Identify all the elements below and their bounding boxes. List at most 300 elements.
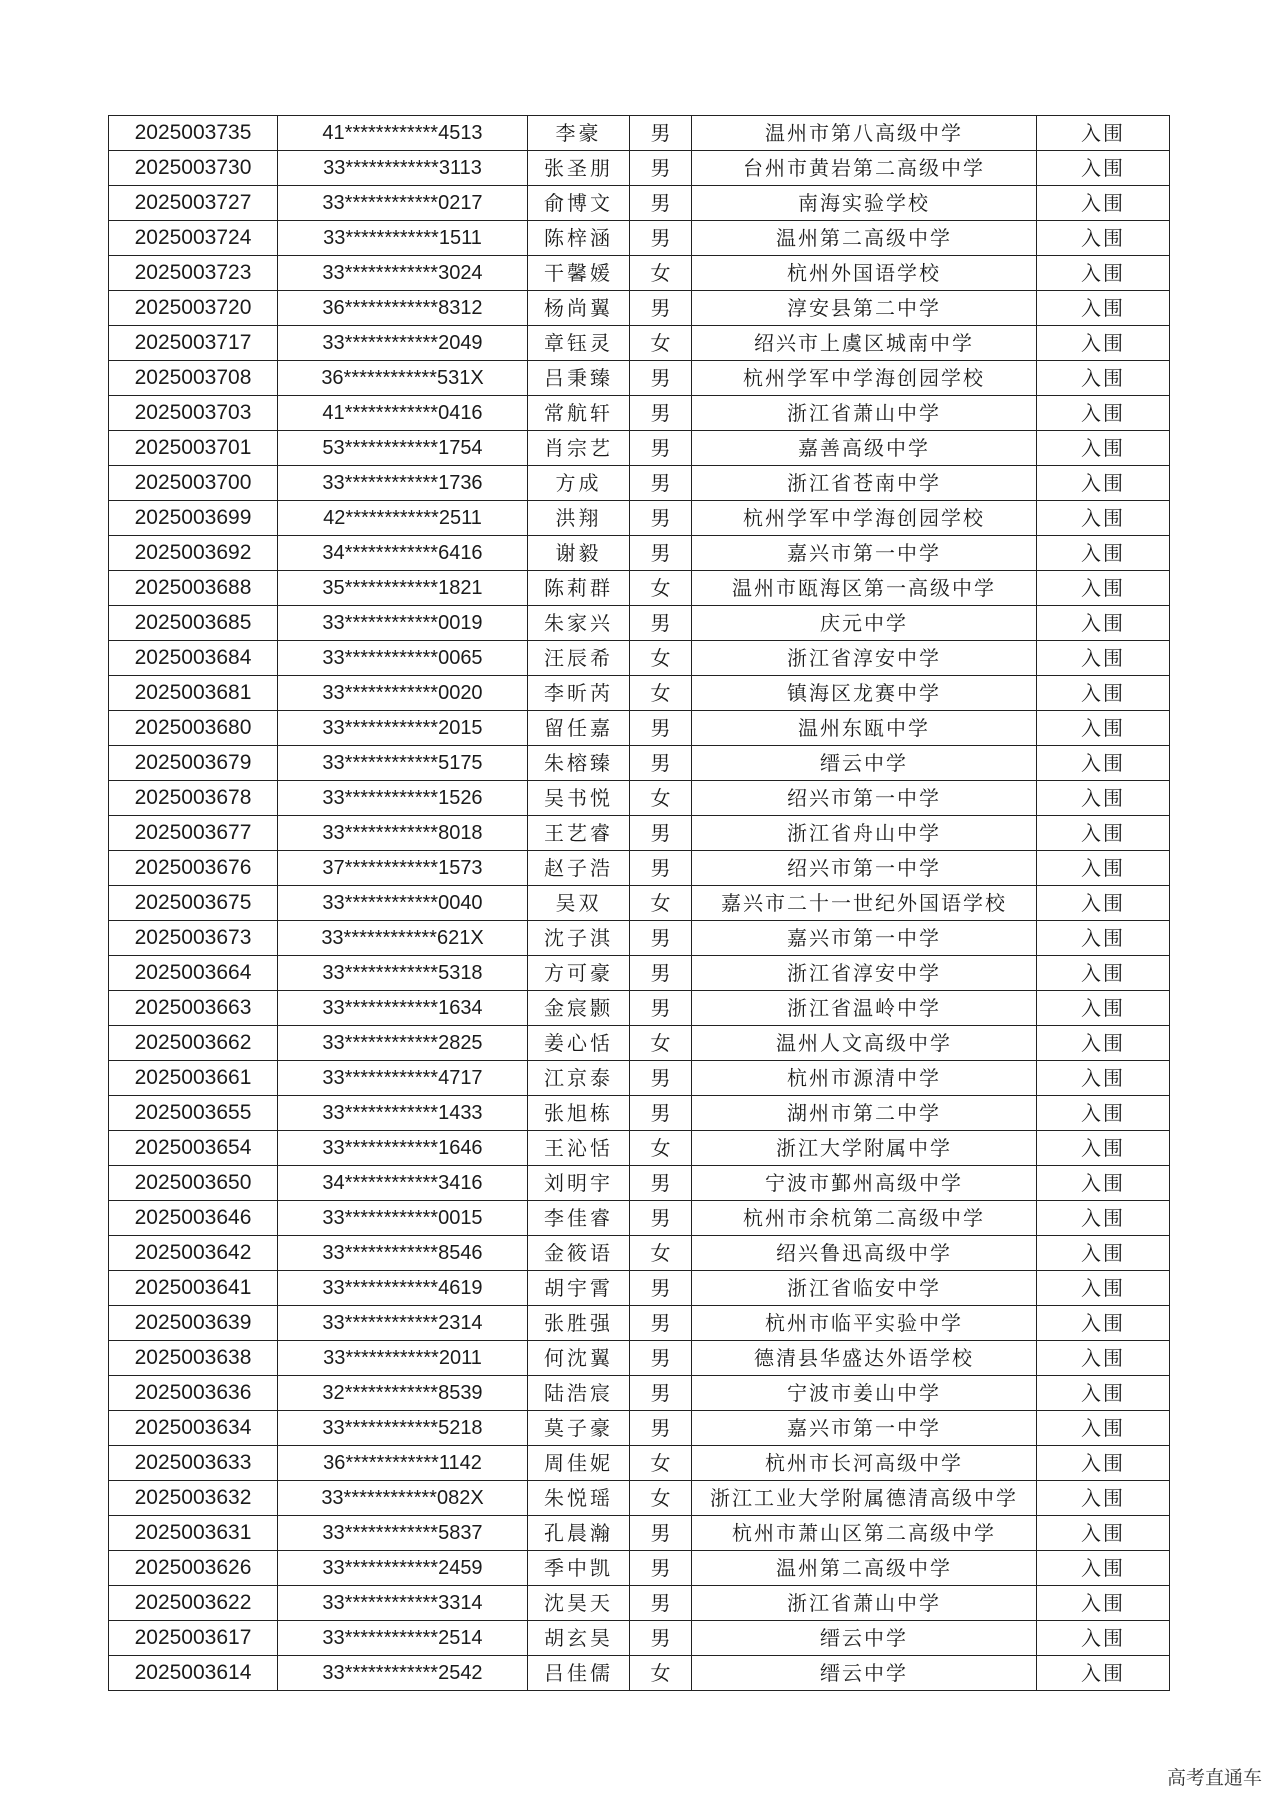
- status-cell: 入围: [1037, 116, 1170, 151]
- school-cell: 温州第二高级中学: [692, 1551, 1037, 1586]
- name-cell: 周佳妮: [528, 1446, 630, 1481]
- school-cell: 浙江省萧山中学: [692, 1586, 1037, 1621]
- table-row: [109, 1341, 1170, 1376]
- status-cell: 入围: [1037, 1131, 1170, 1166]
- id-number-cell: 33************1433: [278, 1096, 528, 1131]
- table-row: [109, 1586, 1170, 1621]
- applicant-number-cell: 2025003663: [109, 991, 278, 1026]
- table-row: [109, 431, 1170, 466]
- roster-body: [109, 116, 1170, 1691]
- school-cell: 缙云中学: [692, 1621, 1037, 1656]
- name-cell: 朱榕臻: [528, 746, 630, 781]
- status-cell: 入围: [1037, 816, 1170, 851]
- table-row: [109, 1516, 1170, 1551]
- status-cell: 入围: [1037, 851, 1170, 886]
- status-cell: 入围: [1037, 1586, 1170, 1621]
- id-number-cell: 33************2459: [278, 1551, 528, 1586]
- name-cell: 李昕芮: [528, 676, 630, 711]
- status-cell: 入围: [1037, 571, 1170, 606]
- school-cell: 杭州市源清中学: [692, 1061, 1037, 1096]
- gender-cell: 男: [630, 361, 692, 396]
- name-cell: 吴双: [528, 886, 630, 921]
- status-cell: 入围: [1037, 1201, 1170, 1236]
- applicant-number-cell: 2025003646: [109, 1201, 278, 1236]
- name-cell: 胡宇霄: [528, 1271, 630, 1306]
- id-number-cell: 33************1511: [278, 221, 528, 256]
- applicant-number-cell: 2025003717: [109, 326, 278, 361]
- status-cell: 入围: [1037, 221, 1170, 256]
- status-cell: 入围: [1037, 431, 1170, 466]
- table-row: [109, 536, 1170, 571]
- school-cell: 温州人文高级中学: [692, 1026, 1037, 1061]
- table-row: [109, 816, 1170, 851]
- school-cell: 嘉兴市第一中学: [692, 921, 1037, 956]
- applicant-number-cell: 2025003677: [109, 816, 278, 851]
- name-cell: 沈昊天: [528, 1586, 630, 1621]
- table-row: [109, 1061, 1170, 1096]
- gender-cell: 男: [630, 1376, 692, 1411]
- school-cell: 缙云中学: [692, 746, 1037, 781]
- gender-cell: 男: [630, 1341, 692, 1376]
- status-cell: 入围: [1037, 1516, 1170, 1551]
- applicant-number-cell: 2025003676: [109, 851, 278, 886]
- table-row: [109, 571, 1170, 606]
- table-row: [109, 1481, 1170, 1516]
- id-number-cell: 33************3024: [278, 256, 528, 291]
- gender-cell: 男: [630, 606, 692, 641]
- applicant-number-cell: 2025003701: [109, 431, 278, 466]
- gender-cell: 男: [630, 396, 692, 431]
- table-row: [109, 1411, 1170, 1446]
- status-cell: 入围: [1037, 1656, 1170, 1691]
- status-cell: 入围: [1037, 186, 1170, 221]
- status-cell: 入围: [1037, 921, 1170, 956]
- status-cell: 入围: [1037, 1341, 1170, 1376]
- school-cell: 浙江大学附属中学: [692, 1131, 1037, 1166]
- school-cell: 嘉兴市第一中学: [692, 1411, 1037, 1446]
- name-cell: 吴书悦: [528, 781, 630, 816]
- table-row: [109, 1551, 1170, 1586]
- applicant-number-cell: 2025003679: [109, 746, 278, 781]
- gender-cell: 男: [630, 1306, 692, 1341]
- school-cell: 淳安县第二中学: [692, 291, 1037, 326]
- table-row: [109, 1306, 1170, 1341]
- id-number-cell: 33************621X: [278, 921, 528, 956]
- name-cell: 刘明宇: [528, 1166, 630, 1201]
- school-cell: 温州市瓯海区第一高级中学: [692, 571, 1037, 606]
- school-cell: 杭州市余杭第二高级中学: [692, 1201, 1037, 1236]
- table-row: [109, 1096, 1170, 1131]
- applicant-number-cell: 2025003661: [109, 1061, 278, 1096]
- gender-cell: 女: [630, 1236, 692, 1271]
- applicant-number-cell: 2025003636: [109, 1376, 278, 1411]
- gender-cell: 男: [630, 1096, 692, 1131]
- applicant-number-cell: 2025003708: [109, 361, 278, 396]
- school-cell: 绍兴鲁迅高级中学: [692, 1236, 1037, 1271]
- applicant-number-cell: 2025003639: [109, 1306, 278, 1341]
- gender-cell: 男: [630, 956, 692, 991]
- gender-cell: 男: [630, 151, 692, 186]
- applicant-number-cell: 2025003617: [109, 1621, 278, 1656]
- gender-cell: 男: [630, 921, 692, 956]
- id-number-cell: 33************5175: [278, 746, 528, 781]
- id-number-cell: 37************1573: [278, 851, 528, 886]
- gender-cell: 女: [630, 1656, 692, 1691]
- name-cell: 沈子淇: [528, 921, 630, 956]
- school-cell: 湖州市第二中学: [692, 1096, 1037, 1131]
- id-number-cell: 33************8018: [278, 816, 528, 851]
- name-cell: 张胜强: [528, 1306, 630, 1341]
- school-cell: 杭州市萧山区第二高级中学: [692, 1516, 1037, 1551]
- gender-cell: 男: [630, 1586, 692, 1621]
- applicant-number-cell: 2025003614: [109, 1656, 278, 1691]
- gender-cell: 男: [630, 116, 692, 151]
- name-cell: 干馨媛: [528, 256, 630, 291]
- gender-cell: 男: [630, 221, 692, 256]
- applicant-number-cell: 2025003692: [109, 536, 278, 571]
- status-cell: 入围: [1037, 1166, 1170, 1201]
- id-number-cell: 36************1142: [278, 1446, 528, 1481]
- status-cell: 入围: [1037, 536, 1170, 571]
- school-cell: 绍兴市第一中学: [692, 781, 1037, 816]
- applicant-number-cell: 2025003675: [109, 886, 278, 921]
- table-row: [109, 921, 1170, 956]
- name-cell: 谢毅: [528, 536, 630, 571]
- name-cell: 陈莉群: [528, 571, 630, 606]
- id-number-cell: 33************4619: [278, 1271, 528, 1306]
- school-cell: 浙江省淳安中学: [692, 641, 1037, 676]
- table-row: [109, 1656, 1170, 1691]
- applicant-number-cell: 2025003723: [109, 256, 278, 291]
- gender-cell: 男: [630, 1201, 692, 1236]
- gender-cell: 女: [630, 781, 692, 816]
- gender-cell: 男: [630, 431, 692, 466]
- table-row: [109, 1446, 1170, 1481]
- table-row: [109, 256, 1170, 291]
- gender-cell: 男: [630, 1166, 692, 1201]
- applicant-number-cell: 2025003664: [109, 956, 278, 991]
- status-cell: 入围: [1037, 1376, 1170, 1411]
- school-cell: 镇海区龙赛中学: [692, 676, 1037, 711]
- id-number-cell: 33************0065: [278, 641, 528, 676]
- name-cell: 汪辰希: [528, 641, 630, 676]
- id-number-cell: 33************1736: [278, 466, 528, 501]
- name-cell: 方成: [528, 466, 630, 501]
- status-cell: 入围: [1037, 1236, 1170, 1271]
- id-number-cell: 33************2514: [278, 1621, 528, 1656]
- id-number-cell: 33************5218: [278, 1411, 528, 1446]
- status-cell: 入围: [1037, 326, 1170, 361]
- gender-cell: 男: [630, 1271, 692, 1306]
- name-cell: 方可豪: [528, 956, 630, 991]
- name-cell: 杨尚翼: [528, 291, 630, 326]
- school-cell: 浙江工业大学附属德清高级中学: [692, 1481, 1037, 1516]
- applicant-number-cell: 2025003650: [109, 1166, 278, 1201]
- name-cell: 陆浩宸: [528, 1376, 630, 1411]
- name-cell: 朱家兴: [528, 606, 630, 641]
- gender-cell: 男: [630, 186, 692, 221]
- id-number-cell: 41************0416: [278, 396, 528, 431]
- name-cell: 朱悦瑶: [528, 1481, 630, 1516]
- name-cell: 金筱语: [528, 1236, 630, 1271]
- status-cell: 入围: [1037, 1551, 1170, 1586]
- school-cell: 台州市黄岩第二高级中学: [692, 151, 1037, 186]
- applicant-number-cell: 2025003626: [109, 1551, 278, 1586]
- table-row: [109, 641, 1170, 676]
- applicant-number-cell: 2025003641: [109, 1271, 278, 1306]
- school-cell: 温州第二高级中学: [692, 221, 1037, 256]
- school-cell: 浙江省淳安中学: [692, 956, 1037, 991]
- table-row: [109, 186, 1170, 221]
- school-cell: 庆元中学: [692, 606, 1037, 641]
- name-cell: 王沁恬: [528, 1131, 630, 1166]
- status-cell: 入围: [1037, 1096, 1170, 1131]
- name-cell: 陈梓涵: [528, 221, 630, 256]
- name-cell: 留任嘉: [528, 711, 630, 746]
- table-row: [109, 1201, 1170, 1236]
- status-cell: 入围: [1037, 396, 1170, 431]
- gender-cell: 男: [630, 711, 692, 746]
- name-cell: 孔晨瀚: [528, 1516, 630, 1551]
- school-cell: 温州东瓯中学: [692, 711, 1037, 746]
- table-row: [109, 151, 1170, 186]
- table-row: [109, 1131, 1170, 1166]
- applicant-number-cell: 2025003634: [109, 1411, 278, 1446]
- id-number-cell: 33************1646: [278, 1131, 528, 1166]
- school-cell: 杭州市长河高级中学: [692, 1446, 1037, 1481]
- school-cell: 嘉兴市二十一世纪外国语学校: [692, 886, 1037, 921]
- applicant-number-cell: 2025003735: [109, 116, 278, 151]
- gender-cell: 女: [630, 1131, 692, 1166]
- id-number-cell: 36************8312: [278, 291, 528, 326]
- table-row: [109, 1376, 1170, 1411]
- table-row: [109, 1236, 1170, 1271]
- status-cell: 入围: [1037, 956, 1170, 991]
- id-number-cell: 33************0020: [278, 676, 528, 711]
- applicant-number-cell: 2025003730: [109, 151, 278, 186]
- table-row: [109, 221, 1170, 256]
- gender-cell: 女: [630, 326, 692, 361]
- status-cell: 入围: [1037, 501, 1170, 536]
- status-cell: 入围: [1037, 711, 1170, 746]
- table-row: [109, 676, 1170, 711]
- applicant-number-cell: 2025003699: [109, 501, 278, 536]
- applicant-number-cell: 2025003720: [109, 291, 278, 326]
- school-cell: 宁波市姜山中学: [692, 1376, 1037, 1411]
- gender-cell: 女: [630, 1446, 692, 1481]
- table-row: [109, 396, 1170, 431]
- table-row: [109, 956, 1170, 991]
- school-cell: 绍兴市上虞区城南中学: [692, 326, 1037, 361]
- gender-cell: 女: [630, 1481, 692, 1516]
- gender-cell: 男: [630, 1411, 692, 1446]
- id-number-cell: 36************531X: [278, 361, 528, 396]
- watermark-text: 高考直通车: [1166, 1767, 1262, 1789]
- school-cell: 杭州外国语学校: [692, 256, 1037, 291]
- id-number-cell: 33************0019: [278, 606, 528, 641]
- status-cell: 入围: [1037, 781, 1170, 816]
- table-row: [109, 991, 1170, 1026]
- gender-cell: 男: [630, 501, 692, 536]
- status-cell: 入围: [1037, 466, 1170, 501]
- applicant-number-cell: 2025003684: [109, 641, 278, 676]
- table-row: [109, 1621, 1170, 1656]
- id-number-cell: 34************3416: [278, 1166, 528, 1201]
- name-cell: 姜心恬: [528, 1026, 630, 1061]
- name-cell: 江京泰: [528, 1061, 630, 1096]
- applicant-number-cell: 2025003685: [109, 606, 278, 641]
- id-number-cell: 33************1526: [278, 781, 528, 816]
- gender-cell: 男: [630, 1516, 692, 1551]
- id-number-cell: 33************5318: [278, 956, 528, 991]
- id-number-cell: 53************1754: [278, 431, 528, 466]
- school-cell: 缙云中学: [692, 1656, 1037, 1691]
- applicant-number-cell: 2025003703: [109, 396, 278, 431]
- roster-table: [108, 115, 1170, 1691]
- table-row: [109, 501, 1170, 536]
- gender-cell: 女: [630, 1026, 692, 1061]
- status-cell: 入围: [1037, 886, 1170, 921]
- school-cell: 浙江省临安中学: [692, 1271, 1037, 1306]
- applicant-number-cell: 2025003700: [109, 466, 278, 501]
- school-cell: 浙江省舟山中学: [692, 816, 1037, 851]
- status-cell: 入围: [1037, 991, 1170, 1026]
- status-cell: 入围: [1037, 256, 1170, 291]
- id-number-cell: 33************082X: [278, 1481, 528, 1516]
- school-cell: 南海实验学校: [692, 186, 1037, 221]
- status-cell: 入围: [1037, 606, 1170, 641]
- school-cell: 杭州学军中学海创园学校: [692, 501, 1037, 536]
- applicant-number-cell: 2025003724: [109, 221, 278, 256]
- id-number-cell: 33************2015: [278, 711, 528, 746]
- name-cell: 张圣朋: [528, 151, 630, 186]
- applicant-number-cell: 2025003678: [109, 781, 278, 816]
- gender-cell: 男: [630, 466, 692, 501]
- applicant-number-cell: 2025003638: [109, 1341, 278, 1376]
- id-number-cell: 42************2511: [278, 501, 528, 536]
- school-cell: 浙江省萧山中学: [692, 396, 1037, 431]
- gender-cell: 男: [630, 991, 692, 1026]
- id-number-cell: 33************2542: [278, 1656, 528, 1691]
- name-cell: 常航轩: [528, 396, 630, 431]
- school-cell: 温州市第八高级中学: [692, 116, 1037, 151]
- name-cell: 吕秉臻: [528, 361, 630, 396]
- name-cell: 何沈翼: [528, 1341, 630, 1376]
- name-cell: 王艺睿: [528, 816, 630, 851]
- status-cell: 入围: [1037, 641, 1170, 676]
- status-cell: 入围: [1037, 676, 1170, 711]
- id-number-cell: 33************8546: [278, 1236, 528, 1271]
- applicant-number-cell: 2025003673: [109, 921, 278, 956]
- status-cell: 入围: [1037, 1621, 1170, 1656]
- name-cell: 洪翔: [528, 501, 630, 536]
- applicant-number-cell: 2025003662: [109, 1026, 278, 1061]
- id-number-cell: 33************0015: [278, 1201, 528, 1236]
- status-cell: 入围: [1037, 291, 1170, 326]
- applicant-number-cell: 2025003631: [109, 1516, 278, 1551]
- name-cell: 章钰灵: [528, 326, 630, 361]
- gender-cell: 男: [630, 746, 692, 781]
- name-cell: 季中凯: [528, 1551, 630, 1586]
- school-cell: 宁波市鄞州高级中学: [692, 1166, 1037, 1201]
- applicant-number-cell: 2025003622: [109, 1586, 278, 1621]
- id-number-cell: 33************0040: [278, 886, 528, 921]
- applicant-number-cell: 2025003632: [109, 1481, 278, 1516]
- status-cell: 入围: [1037, 151, 1170, 186]
- name-cell: 胡玄昊: [528, 1621, 630, 1656]
- table-row: [109, 466, 1170, 501]
- school-cell: 杭州市临平实验中学: [692, 1306, 1037, 1341]
- applicant-number-cell: 2025003642: [109, 1236, 278, 1271]
- id-number-cell: 33************2825: [278, 1026, 528, 1061]
- table-row: [109, 886, 1170, 921]
- id-number-cell: 41************4513: [278, 116, 528, 151]
- applicant-number-cell: 2025003727: [109, 186, 278, 221]
- applicant-number-cell: 2025003680: [109, 711, 278, 746]
- school-cell: 德清县华盛达外语学校: [692, 1341, 1037, 1376]
- status-cell: 入围: [1037, 361, 1170, 396]
- name-cell: 肖宗艺: [528, 431, 630, 466]
- id-number-cell: 32************8539: [278, 1376, 528, 1411]
- id-number-cell: 33************4717: [278, 1061, 528, 1096]
- table-row: [109, 291, 1170, 326]
- school-cell: 浙江省温岭中学: [692, 991, 1037, 1026]
- table-row: [109, 781, 1170, 816]
- status-cell: 入围: [1037, 1481, 1170, 1516]
- id-number-cell: 33************2049: [278, 326, 528, 361]
- table-row: [109, 1166, 1170, 1201]
- status-cell: 入围: [1037, 1446, 1170, 1481]
- school-cell: 绍兴市第一中学: [692, 851, 1037, 886]
- gender-cell: 女: [630, 886, 692, 921]
- table-row: [109, 1026, 1170, 1061]
- gender-cell: 男: [630, 1061, 692, 1096]
- school-cell: 嘉善高级中学: [692, 431, 1037, 466]
- id-number-cell: 33************0217: [278, 186, 528, 221]
- school-cell: 嘉兴市第一中学: [692, 536, 1037, 571]
- gender-cell: 男: [630, 816, 692, 851]
- table-row: [109, 361, 1170, 396]
- id-number-cell: 33************3113: [278, 151, 528, 186]
- table-row: [109, 326, 1170, 361]
- gender-cell: 男: [630, 536, 692, 571]
- id-number-cell: 33************3314: [278, 1586, 528, 1621]
- id-number-cell: 33************2314: [278, 1306, 528, 1341]
- status-cell: 入围: [1037, 746, 1170, 781]
- name-cell: 李佳睿: [528, 1201, 630, 1236]
- name-cell: 吕佳儒: [528, 1656, 630, 1691]
- name-cell: 金宸颢: [528, 991, 630, 1026]
- id-number-cell: 33************1634: [278, 991, 528, 1026]
- gender-cell: 女: [630, 571, 692, 606]
- status-cell: 入围: [1037, 1271, 1170, 1306]
- status-cell: 入围: [1037, 1061, 1170, 1096]
- applicant-number-cell: 2025003681: [109, 676, 278, 711]
- id-number-cell: 33************2011: [278, 1341, 528, 1376]
- name-cell: 莫子豪: [528, 1411, 630, 1446]
- gender-cell: 男: [630, 291, 692, 326]
- status-cell: 入围: [1037, 1026, 1170, 1061]
- applicant-number-cell: 2025003633: [109, 1446, 278, 1481]
- school-cell: 浙江省苍南中学: [692, 466, 1037, 501]
- applicant-number-cell: 2025003688: [109, 571, 278, 606]
- table-row: [109, 116, 1170, 151]
- gender-cell: 男: [630, 1621, 692, 1656]
- name-cell: 俞博文: [528, 186, 630, 221]
- table-row: [109, 606, 1170, 641]
- table-row: [109, 711, 1170, 746]
- gender-cell: 女: [630, 256, 692, 291]
